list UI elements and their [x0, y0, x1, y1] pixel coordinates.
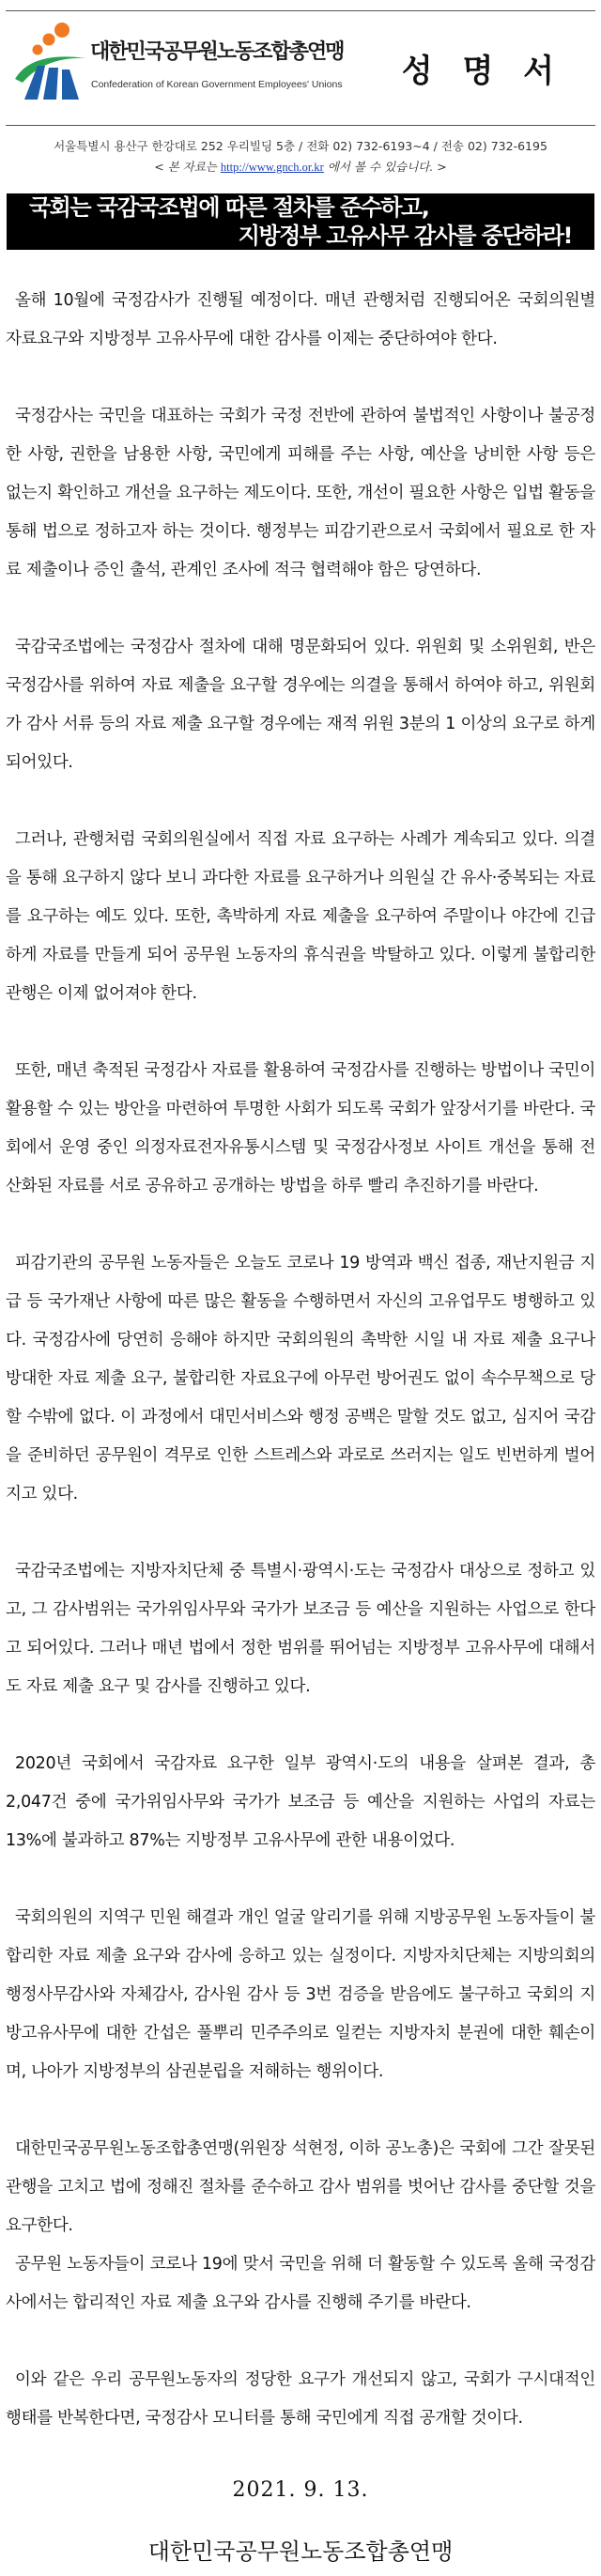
paragraph: 이와 같은 우리 공무원노동자의 정당한 요구가 개선되지 않고, 국회가 구시대적인 행태를 반복한다면, 국정감사 모니터를 통해 국민에게 직접 공개할 것이다. — [6, 2370, 595, 2428]
statement-date: 2021. 9. 13. — [232, 2478, 369, 2502]
website-link[interactable]: http://www.gnch.or.kr — [220, 161, 324, 174]
paragraph: 국회의원의 지역구 민원 해결과 개인 얼굴 알리기를 위해 지방공무원 노동자들이 불합리한 자료 제출 요구와 감사에 응하고 있는 실정이다. 지방자치단체는 지방의회의 행정사무감사와 자체감사, 감사원 감사 등 3번 검증을 받음에도 불구하고 국회의 지방고유사무에 대한 간섭은 풀뿌리 민주주의로 일컫는 지방자치 분권에 대한 훼손이며, 나아가 지방정부의 삼권분립을 저해하는 행위이다. — [6, 1908, 595, 2081]
paragraph: 대한민국공무원노동조합총연맹(위원장 석현정, 이하 공노총)은 국회에 그간 잘못된 관행을 고치고 법에 정해진 절차를 준수하고 감사 범위를 벗어난 감사를 중단할 것을 요구한다. — [6, 2139, 595, 2235]
notice-prefix: < 본 자료는 — [154, 160, 217, 174]
union-logo-icon — [13, 21, 88, 100]
website-notice — [0, 158, 601, 175]
contact-address: 서울특별시 용산구 한강대로 252 우리빌딩 5층 / 전화 02) 732-6193~4 / 전송 02) 732-6195 — [54, 139, 547, 153]
top-rule — [6, 10, 595, 11]
headline-line-2: 지방정부 고유사무 감사를 중단하라! — [238, 223, 572, 249]
paragraph: 국정감사는 국민을 대표하는 국회가 국정 전반에 관하여 불법적인 사항이나 불공정한 사항, 권한을 남용한 사항, 국민에게 피해를 주는 사항, 예산을 낭비한 사항 등은 없는지 확인하고 개선을 요구하는 제도이다. 또한, 개선이 필요한 사항은 입법 활동을 통해 법으로 정하고자 하는 것이다. 행정부는 피감기관으로서 국회에서 필요로 한 자료 제출이나 증인 출석, 관계인 조사에 적극 협력해야 함은 당연하다. — [6, 407, 595, 579]
notice-suffix: 에서 볼 수 있습니다. > — [327, 160, 447, 174]
headline-banner — [7, 193, 594, 250]
paragraph: 2020년 국회에서 국감자료 요구한 일부 광역시·도의 내용을 살펴본 결과, 총 2,047건 중에 국가위임사무와 국가가 보조금 등 예산을 지원하는 사업의 자료는 13%에 불과하고 87%는 지방정부 고유사무에 관한 내용이었다. — [6, 1754, 595, 1850]
header-rule — [6, 125, 595, 126]
paragraph: 국감국조법에는 지방자치단체 중 특별시·광역시·도는 국정감사 대상으로 정하고 있고, 그 감사범위는 국가위임사무와 국가가 보조금 등 예산을 지원하는 사업으로 한다고 되어있다. 그러나 매년 법에서 정한 범위를 뛰어넘는 지방정부 고유사무에 대해서도 자료 제출 요구 및 감사를 진행하고 있다. — [6, 1562, 595, 1696]
org-name-english: Confederation of Korean Government Employees' Unions — [91, 79, 343, 90]
paragraph: 그러나, 관행처럼 국회의원실에서 직접 자료 요구하는 사례가 계속되고 있다. 의결을 통해 요구하지 않다 보니 과다한 자료를 요구하거나 의원실 간 유사·중복되는 자료를 요구하는 예도 있다. 또한, 촉박하게 자료 제출을 요구하여 주말이나 야간에 긴급하게 자료를 만들게 되어 공무원 노동자의 휴식권을 박탈하고 있다. 이렇게 불합리한 관행은 이제 없어져야 한다. — [6, 830, 595, 1003]
paragraph: 국감국조법에는 국정감사 절차에 대해 명문화되어 있다. 위원회 및 소위원회, 반은 국정감사를 위하여 자료 제출을 요구할 경우에는 의결을 통해서 하여야 하고, 위원회가 감사 서류 등의 자료 제출 요구할 경우에는 재적 위원 3분의 1 이상의 요구로 하게 되어있다. — [6, 638, 595, 772]
headline-line-1: 국회는 국감국조법에 따른 절차를 준수하고, — [29, 194, 429, 221]
document-type: 성 명 서 — [401, 53, 563, 90]
paragraph: 공무원 노동자들이 코로나 19에 맞서 국민을 위해 더 활동할 수 있도록 올해 국정감사에서는 합리적인 자료 제출 요구와 감사를 진행해 주기를 바란다. — [6, 2255, 595, 2312]
paragraph: 올해 10월에 국정감사가 진행될 예정이다. 매년 관행처럼 진행되어온 국회의원별 자료요구와 지방정부 고유사무에 대한 감사를 이제는 중단하여야 한다. — [6, 291, 595, 348]
signature-org: 대한민국공무원노동조합총연맹 — [147, 2538, 454, 2565]
org-name-korean: 대한민국공무원노동조합총연맹 — [90, 40, 344, 64]
paragraph: 피감기관의 공무원 노동자들은 오늘도 코로나 19 방역과 백신 접종, 재난지원금 지급 등 국가재난 사항에 따른 많은 활동을 수행하면서 자신의 고유업무도 병행하고 있다. 국정감사에 당연히 응해야 하지만 국회의원의 촉박한 시일 내 자료 제출 요구나 방대한 자료 제출 요구, 불합리한 자료요구에 아무런 방어권도 없이 속수무책으로 당할 수밖에 없다. 이 과정에서 대민서비스와 행정 공백은 말할 것도 없고, 심지어 국감을 준비하던 공무원이 격무로 인한 스트레스와 과로로 쓰러지는 일도 빈번하게 벌어지고 있다. — [6, 1254, 595, 1504]
statement-body — [6, 282, 595, 2438]
paragraph: 또한, 매년 축적된 국정감사 자료를 활용하여 국정감사를 진행하는 방법이나 국민이 활용할 수 있는 방안을 마련하여 투명한 사회가 되도록 국회가 앞장서기를 바란다. 국회에서 운영 중인 의정자료전자유통시스템 및 국정감사정보 사이트 개선을 통해 전산화된 자료를 서로 공유하고 공개하는 방법을 하루 빨리 추진하기를 바란다. — [6, 1061, 595, 1195]
